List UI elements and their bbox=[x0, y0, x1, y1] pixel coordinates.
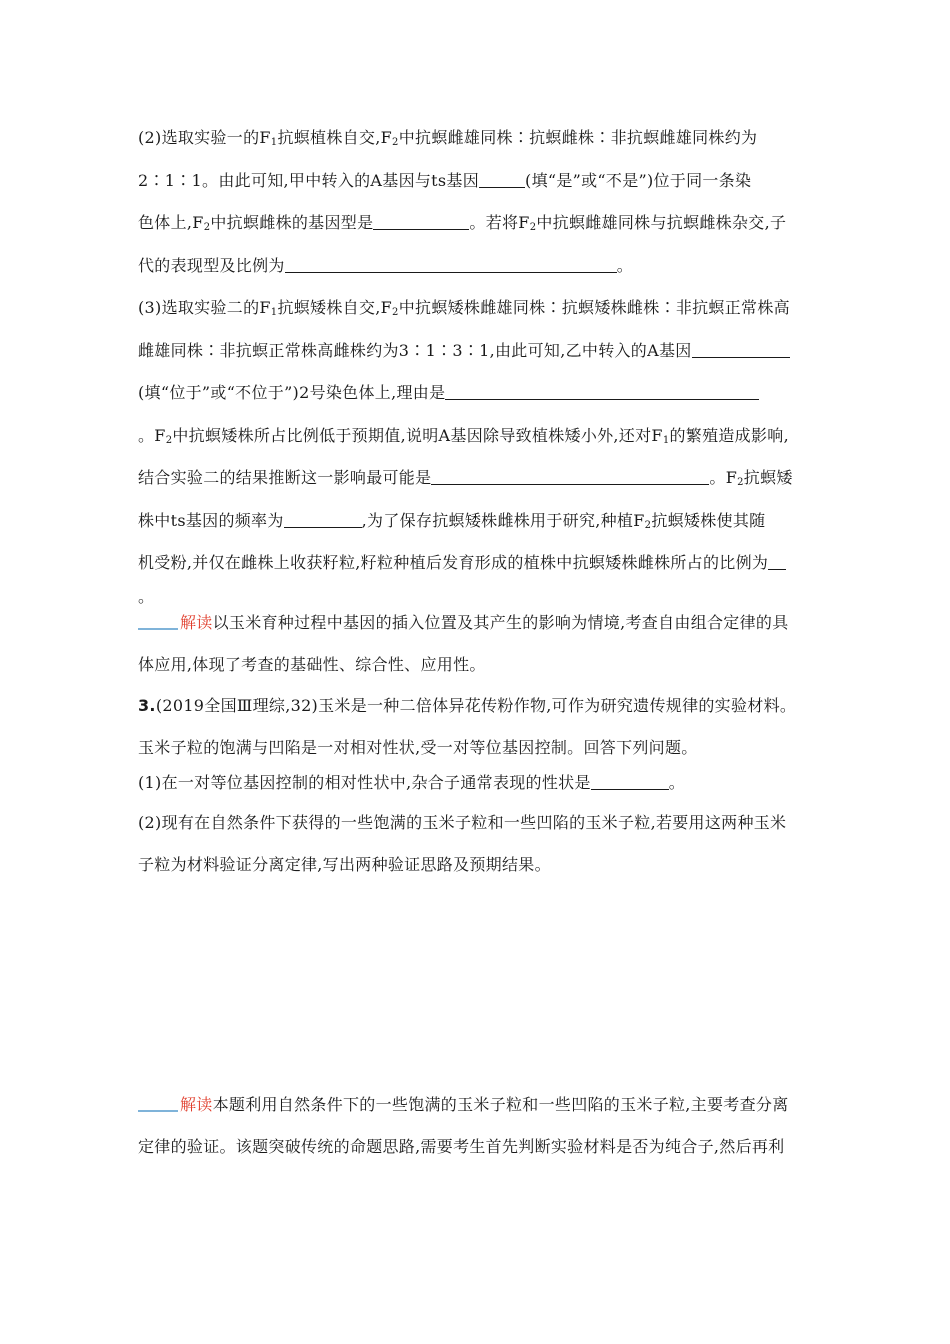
reading-note-2-line1: 解读本题利用自然条件下的一些饱满的玉米子粒和一些凹陷的玉米子粒,主要考查分离 bbox=[138, 1088, 814, 1122]
answer-blank[interactable] bbox=[373, 211, 469, 230]
q3-line4: (2)现有在自然条件下获得的一些饱满的玉米子粒和一些凹陷的玉米子粒,若要用这两种玉米 bbox=[138, 813, 787, 832]
q2-part3-line1: (3)选取实验二的$F_1$抗螟矮株自交$,F_2$中抗螟矮株雌雄同株∶抗螟矮株雌株∶非抗螟正常株高 bbox=[138, 298, 790, 318]
answer-blank[interactable] bbox=[591, 771, 669, 790]
reading-note-1-line2: 体应用,体现了考查的基础性、综合性、应用性。 bbox=[138, 655, 486, 674]
answer-blank[interactable] bbox=[284, 509, 362, 528]
q3-line1: 3.(2019全国Ⅲ理综,32)玉米是一种二倍体异花传粉作物,可作为研究遗传规律的实验材料。 bbox=[138, 696, 797, 715]
answer-blank[interactable] bbox=[285, 254, 617, 273]
answer-blank[interactable] bbox=[768, 551, 786, 570]
reading-note-1-line1: 解读以玉米育种过程中基因的插入位置及其产生的影响为情境,考查自由组合定律的具 bbox=[138, 606, 814, 640]
q2-part3-line3: (填“位于”或“不位于”)2号染色体上,理由是 bbox=[138, 376, 814, 410]
answer-blank[interactable] bbox=[479, 169, 525, 188]
reading-label: 解读 bbox=[180, 1095, 213, 1114]
q2-part3-line4: 。$F_2$中抗螟矮株所占比例低于预期值,说明A基因除导致植株矮小外,还对$F_1$的繁殖造成影响, bbox=[138, 426, 789, 446]
reading-label: 解读 bbox=[180, 613, 213, 632]
answer-blank[interactable] bbox=[692, 339, 790, 358]
q3-line3: (1)在一对等位基因控制的相对性状中,杂合子通常表现的性状是 。 bbox=[138, 773, 686, 792]
reading-marker bbox=[138, 1092, 178, 1112]
q2-part2-line2: 2∶1∶1。由此可知,甲中转入的A基因与ts基因 (填“是”或“不是”)位于同一条染 bbox=[138, 171, 752, 190]
q2-part2-line1: (2)选取实验一的$F_1$抗螟植株自交$,F_2$中抗螟雌雄同株∶抗螟雌株∶非抗螟雌雄同株约为 bbox=[138, 128, 758, 148]
q2-part3-line7: 机受粉,并仅在雌株上收获籽粒,籽粒种植后发育形成的植株中抗螟矮株雌株所占的比例为 bbox=[138, 546, 814, 580]
q2-part3-line6: 株中ts基因的频率为 ,为了保存抗螟矮株雌株用于研究,种植$F_2$抗螟矮株使其随 bbox=[138, 511, 766, 531]
question-number: 3. bbox=[138, 696, 156, 715]
q2-part3-line2: 雌雄同株∶非抗螟正常株高雌株约为3∶1∶3∶1,由此可知,乙中转入的A基因 bbox=[138, 334, 814, 368]
q3-line5: 子粒为材料验证分离定律,写出两种验证思路及预期结果。 bbox=[138, 855, 551, 874]
q2-part3-line5: 结合实验二的结果推断这一影响最可能是 。$F_2$抗螟矮 bbox=[138, 468, 793, 488]
q3-line2: 玉米子粒的饱满与凹陷是一对相对性状,受一对等位基因控制。回答下列问题。 bbox=[138, 738, 698, 757]
reading-note-2-line2: 定律的验证。该题突破传统的命题思路,需要考生首先判断实验材料是否为纯合子,然后再利 bbox=[138, 1137, 785, 1156]
answer-blank[interactable] bbox=[431, 466, 709, 485]
q2-part2-line3: 色体上$,F_2$中抗螟雌株的基因型是 。若将$F_2$中抗螟雌雄同株与抗螟雌株杂交,子 bbox=[138, 213, 787, 233]
q2-part3-line8: 。 bbox=[138, 587, 155, 606]
reading-marker bbox=[138, 610, 178, 630]
answer-blank[interactable] bbox=[445, 381, 759, 400]
q2-part2-line4: 代的表现型及比例为 。 bbox=[138, 256, 634, 275]
